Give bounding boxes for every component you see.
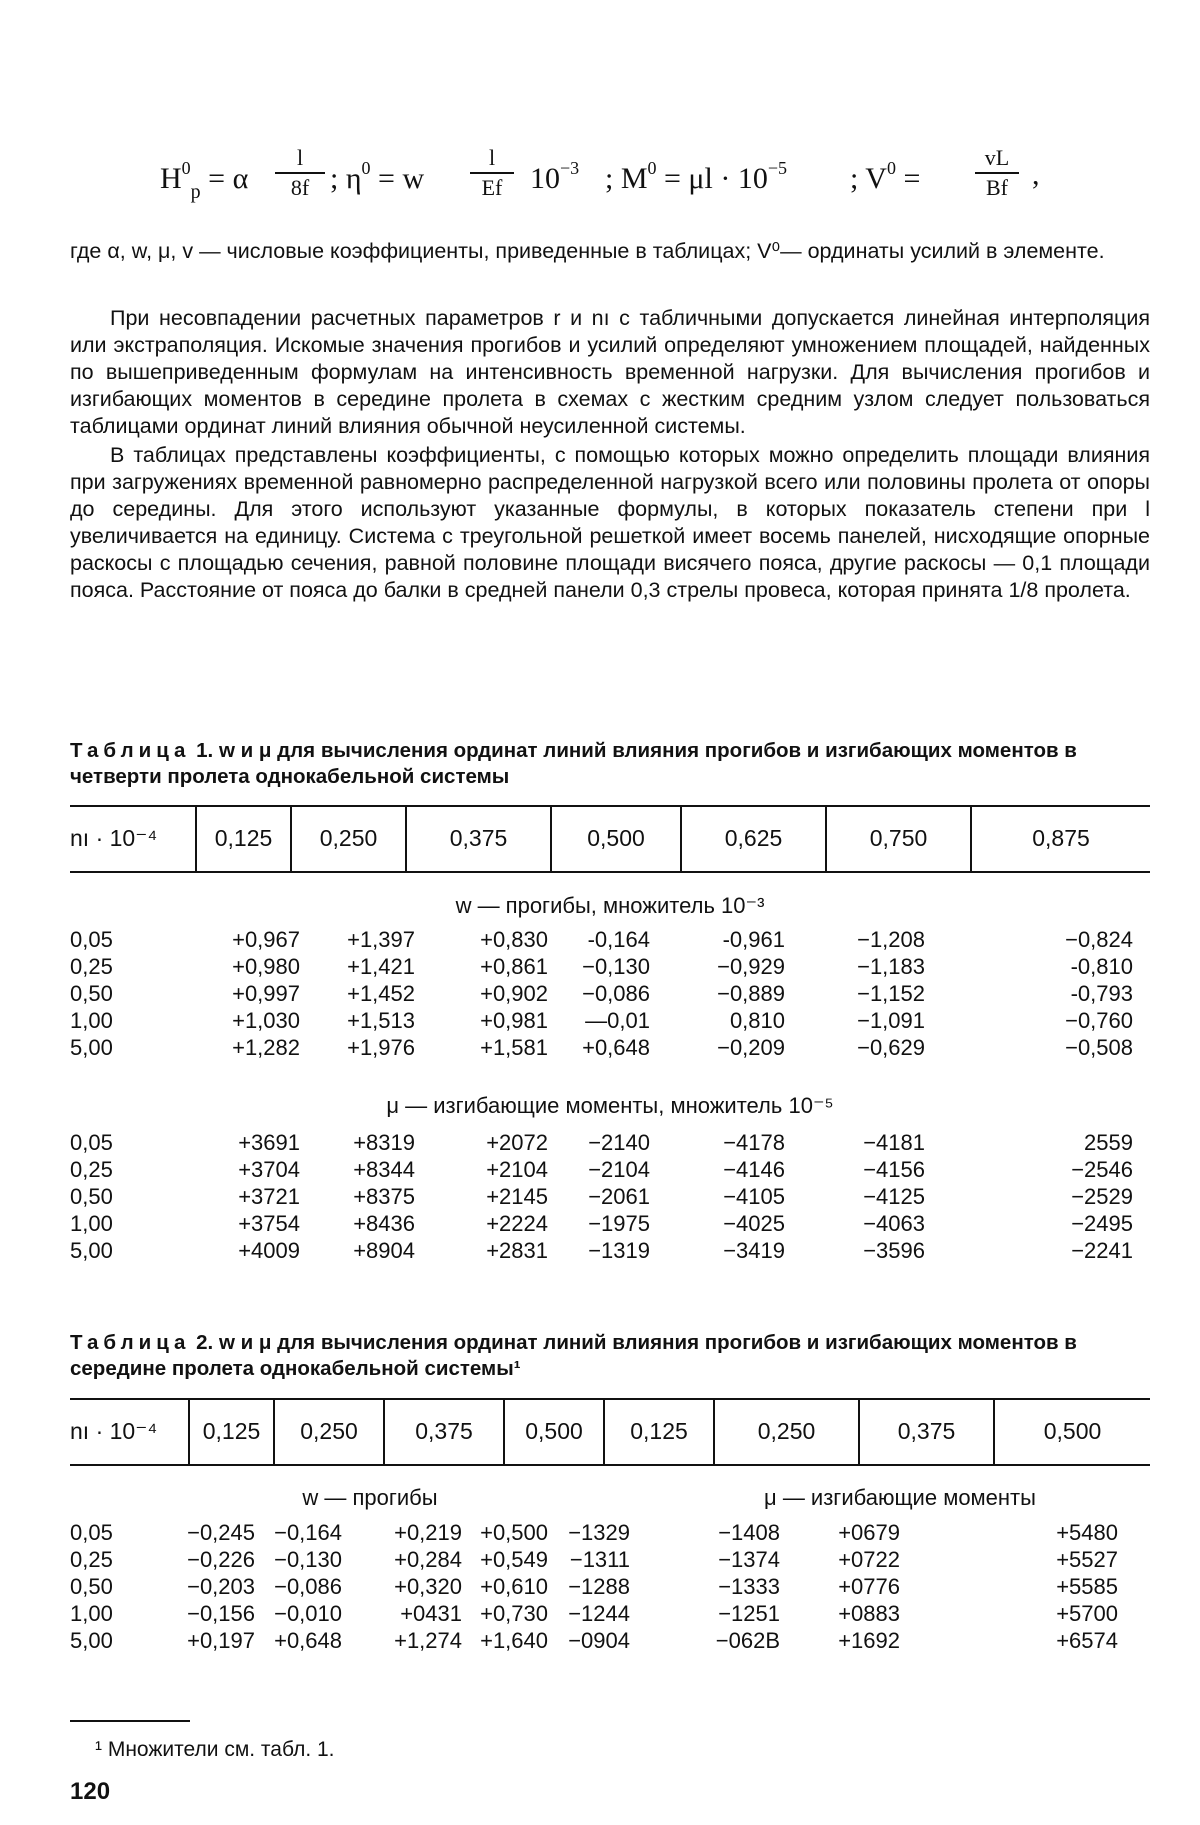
table1-header-cell: 0,500: [550, 807, 680, 871]
table1-caption-word: Таблица: [70, 739, 191, 762]
table1-w-cell: +1,421: [347, 954, 415, 979]
table2-cell: +0883: [838, 1601, 900, 1626]
table1-mu-row: [70, 1238, 1150, 1265]
table2-header: [70, 1398, 1150, 1466]
table1-w-row: [70, 1008, 1150, 1035]
table2-cell: +1,640: [480, 1628, 548, 1653]
table2-cell: +0,284: [394, 1547, 462, 1572]
table1-mu-cell: +4009: [238, 1238, 300, 1263]
table1-w-cell: -0,793: [1070, 981, 1133, 1006]
table2-cell: −1251: [718, 1601, 780, 1626]
table1-mu-cell: −4125: [863, 1184, 925, 1209]
table1-w-row-label: 5,00: [70, 1035, 113, 1060]
table1-mu-cell: +3704: [238, 1157, 300, 1182]
table2-cell: −1408: [718, 1520, 780, 1545]
table1-mu-cell: +2224: [486, 1211, 548, 1236]
table1-w-cell: +0,830: [480, 927, 548, 952]
footnote: ¹ Множители см. табл. 1.: [95, 1738, 335, 1761]
table2-cell: −0,010: [274, 1601, 342, 1626]
table1-w-cell: −1,183: [857, 954, 925, 979]
table2-row: [70, 1547, 1150, 1574]
table2-cell: +1,274: [394, 1628, 462, 1653]
table1-section-w: w — прогибы, множитель 10⁻³: [455, 893, 765, 918]
table2-cell: −0,156: [187, 1601, 255, 1626]
table1-mu-cell: −4025: [723, 1211, 785, 1236]
table2-caption-word: Таблица: [70, 1331, 191, 1354]
table2-header-cell: 0,375: [383, 1400, 503, 1464]
table2-header-label: nı · 10⁻⁴: [70, 1418, 158, 1444]
table1-mu-cell: +8375: [353, 1184, 415, 1209]
table1-w-cell: −1,091: [857, 1008, 925, 1033]
table1-mu-cell: +8904: [353, 1238, 415, 1263]
table1-w-cell: −0,130: [582, 954, 650, 979]
table1-w-row: [70, 927, 1150, 954]
table1-w-cell: +0,980: [232, 954, 300, 979]
formula-m: ; $M^0 = \mu l \cdot 10^{-5}$: [605, 158, 787, 195]
table2-cell: −0904: [568, 1628, 630, 1653]
formula-h-fraction: l 8f: [275, 146, 325, 200]
table1-mu-cell: −4105: [723, 1184, 785, 1209]
formula-end: ,: [1032, 158, 1040, 191]
table2-row-label: 0,50: [70, 1574, 113, 1599]
table1-header-cell: 0,125: [195, 807, 290, 871]
table1-w-row: [70, 954, 1150, 981]
table2-cell: +0,500: [480, 1520, 548, 1545]
table1-header-cell: 0,250: [290, 807, 405, 871]
table1-mu-cell: +2072: [486, 1130, 548, 1155]
table2-cell: +1692: [838, 1628, 900, 1653]
table1-mu-cell: +3691: [238, 1130, 300, 1155]
table2-cell: −0,226: [187, 1547, 255, 1572]
table1-mu-cell: −3419: [723, 1238, 785, 1263]
table2-cell: +5480: [1056, 1520, 1118, 1545]
table2-header-cell: 0,250: [273, 1400, 383, 1464]
table1-w-row-label: 1,00: [70, 1008, 113, 1033]
page-number: 120: [70, 1778, 111, 1805]
table1-w-row: [70, 981, 1150, 1008]
table1-mu-cell: 2559: [1084, 1130, 1133, 1155]
table2-cell: +5700: [1056, 1601, 1118, 1626]
table2-header-cell: 0,500: [993, 1400, 1150, 1464]
table2-row: [70, 1574, 1150, 1601]
footnote-rule: [70, 1720, 190, 1722]
formula-eta: ; $\eta^0 = w$: [330, 158, 425, 195]
table1-w-cell: +0,648: [582, 1035, 650, 1060]
table1-mu-cell: +3754: [238, 1211, 300, 1236]
table1-w-cell: +0,861: [480, 954, 548, 979]
body-text: [70, 305, 1150, 604]
table1-mu-row: [70, 1211, 1150, 1238]
table1-header-cell: 0,375: [405, 807, 550, 871]
table1-mu-cell: −1975: [588, 1211, 650, 1236]
table1-w-cell: −0,209: [717, 1035, 785, 1060]
table2-cell: +0,648: [274, 1628, 342, 1653]
table1-mu-cell: −4156: [863, 1157, 925, 1182]
table1-w-cell: -0,810: [1070, 954, 1133, 979]
table1-mu-row-label: 0,05: [70, 1130, 113, 1155]
table1-w-cell: +1,397: [347, 927, 415, 952]
table1-w-cell: −0,824: [1065, 927, 1133, 952]
table1-w-cell: +0,997: [232, 981, 300, 1006]
table1-w-cell: +1,452: [347, 981, 415, 1006]
table2-cell: −0,245: [187, 1520, 255, 1545]
table1-mu-cell: −4181: [863, 1130, 925, 1155]
table1-header-label: nı · 10⁻⁴: [70, 825, 158, 851]
table1-w-row-label: 0,50: [70, 981, 113, 1006]
table1-mu-cell: +3721: [238, 1184, 300, 1209]
table1-w-cell: −0,629: [857, 1035, 925, 1060]
paragraph-1: При несовпадении расчетных параметров r и nı с табличными допускается линейная интерполяция или экстраполяция. Искомые значения прогибов и усилий определяют умножением площадей, найденных по вышеприведенным формулам на интенсивность временной нагрузки. Для вычисления прогибов и изгибающих моментов в середине пролета в схемах с жестким средним узлом следует пользоваться таблицами ординат линий влияния обычной неусиленной системы.: [70, 306, 1150, 438]
table2-cell: +5527: [1056, 1547, 1118, 1572]
table2-cell: −1311: [569, 1547, 630, 1572]
table2-header-cell: 0,125: [603, 1400, 713, 1464]
table2-section-w: w — прогибы: [302, 1485, 438, 1510]
table1-mu-cell: +2831: [486, 1238, 548, 1263]
table2-cell: −0,203: [187, 1574, 255, 1599]
table2-row-label: 0,25: [70, 1547, 113, 1572]
table1-mu-cell: +2104: [486, 1157, 548, 1182]
table1-mu-row: [70, 1157, 1150, 1184]
table1-w-cell: −0,929: [717, 954, 785, 979]
table2-cell: −062B: [715, 1628, 780, 1653]
formula-eta-fraction: l Ef: [470, 146, 514, 200]
table1-w-cell: -0,164: [587, 927, 650, 952]
table2-cell: −1333: [718, 1574, 780, 1599]
table1-w-row-label: 0,05: [70, 927, 113, 952]
table2-row: [70, 1520, 1150, 1547]
table1-w-cell: −1,208: [857, 927, 925, 952]
table1-mu-cell: +8436: [353, 1211, 415, 1236]
table2-header-cell: 0,375: [858, 1400, 993, 1464]
table1-w-cell: −0,760: [1065, 1008, 1133, 1033]
table1-mu-cell: −4146: [723, 1157, 785, 1182]
table2-cell: −1244: [568, 1601, 630, 1626]
table1-mu-cell: +8319: [353, 1130, 415, 1155]
table1-mu-cell: −2104: [588, 1157, 650, 1182]
table1-w-cell: -0,961: [722, 927, 785, 952]
table2-cell: +0,197: [187, 1628, 255, 1653]
table2-cell: +0679: [838, 1520, 900, 1545]
table1-w-cell: +1,581: [480, 1035, 548, 1060]
table1-header-cell: 0,750: [825, 807, 970, 871]
table1-mu-cell: −2061: [588, 1184, 650, 1209]
table2-row: [70, 1628, 1150, 1655]
table2-cell: −1329: [568, 1520, 630, 1545]
table1-mu-row: [70, 1130, 1150, 1157]
table1-w-cell: +1,976: [347, 1035, 415, 1060]
table2-row-label: 0,05: [70, 1520, 113, 1545]
table1-mu-row-label: 0,25: [70, 1157, 113, 1182]
table1-w-cell: +0,981: [480, 1008, 548, 1033]
table1-mu-row: [70, 1184, 1150, 1211]
table2-cell: −1374: [718, 1547, 780, 1572]
table2-cell: −1288: [568, 1574, 630, 1599]
table1-w-cell: −0,086: [582, 981, 650, 1006]
table1-mu-row-label: 0,50: [70, 1184, 113, 1209]
table1-w-row: [70, 1035, 1150, 1062]
formula-line: [160, 140, 1060, 230]
formula-eta-multiplier: $10^{-3}$: [530, 158, 580, 195]
table2-cell: +0,320: [394, 1574, 462, 1599]
table2-cell: +0,549: [480, 1547, 548, 1572]
table2-header-cell: 0,500: [503, 1400, 603, 1464]
table2-cell: +0776: [838, 1574, 900, 1599]
table2-row: [70, 1601, 1150, 1628]
formula-h: $H^0_p = \alpha$: [160, 158, 249, 203]
table1-mu-cell: +8344: [353, 1157, 415, 1182]
table1-w-cell: −1,152: [857, 981, 925, 1006]
table2-cell: −0,130: [274, 1547, 342, 1572]
table1-mu-cell: −2529: [1071, 1184, 1133, 1209]
table1-mu-cell: −3596: [863, 1238, 925, 1263]
table1-header-cell: 0,625: [680, 807, 825, 871]
table1-w-cell: 0,810: [729, 1008, 785, 1033]
table1-mu-row-label: 5,00: [70, 1238, 113, 1263]
formula-v-fraction: vL Bf: [975, 146, 1019, 200]
table2-caption-text: 2. w и μ для вычисления ординат линий влияния прогибов и изгибающих моментов в середине пролета однокабельной системы¹: [70, 1331, 1077, 1380]
where-text: где α, w, μ, v — числовые коэффициенты, приведенные в таблицах; V⁰— ординаты усилий в элементе.: [70, 239, 1105, 263]
table2-cell: +6574: [1056, 1628, 1118, 1653]
table2-header-cell: 0,250: [713, 1400, 858, 1464]
table2-cell: +0431: [400, 1601, 462, 1626]
table1-w-cell: —0,01: [585, 1008, 650, 1033]
table2-header-cell: 0,125: [188, 1400, 273, 1464]
table2-cell: +0,610: [480, 1574, 548, 1599]
table1-mu-cell: −4178: [723, 1130, 785, 1155]
table1-w-cell: −0,889: [717, 981, 785, 1006]
table1-w-cell: +1,030: [232, 1008, 300, 1033]
table2-cell: +0722: [838, 1547, 900, 1572]
table2-cell: +5585: [1056, 1574, 1118, 1599]
where-paragraph: [70, 238, 1150, 265]
table1-mu-row-label: 1,00: [70, 1211, 113, 1236]
table1-mu-cell: −2140: [588, 1130, 650, 1155]
table1-caption: [70, 738, 1150, 790]
table2-section-mu: μ — изгибающие моменты: [764, 1485, 1036, 1510]
table1-w-cell: +1,282: [232, 1035, 300, 1060]
table2-row-label: 1,00: [70, 1601, 113, 1626]
table1-header: [70, 805, 1150, 873]
formula-v: ; $V^0$ =: [850, 158, 921, 195]
table2-cell: −0,086: [274, 1574, 342, 1599]
table1-mu-cell: +2145: [486, 1184, 548, 1209]
table1-mu-cell: −4063: [863, 1211, 925, 1236]
table1-w-cell: +0,967: [232, 927, 300, 952]
table1-w-cell: +0,902: [480, 981, 548, 1006]
paragraph-2: В таблицах представлены коэффициенты, с помощью которых можно определить площади влияния при загружениях временной равномерно распределенной нагрузкой всего или половины пролета от опоры до середины. Для этого используют указанные формулы, в которых показатель степени при l увеличивается на единицу. Система с треугольной решеткой имеет восемь панелей, нисходящие опорные раскосы с площадью сечения, равной половине площади висячего пояса, другие раскосы — 0,1 площади пояса. Расстояние от пояса до балки в средней панели 0,3 стрелы провеса, которая принята 1/8 пролета.: [70, 443, 1150, 602]
table1-mu-cell: −2241: [1071, 1238, 1133, 1263]
table2-cell: +0,730: [480, 1601, 548, 1626]
table2-cell: +0,219: [394, 1520, 462, 1545]
table2-row-label: 5,00: [70, 1628, 113, 1653]
table1-w-cell: −0,508: [1065, 1035, 1133, 1060]
table1-caption-text: 1. w и μ для вычисления ординат линий влияния прогибов и изгибающих моментов в четверти пролета однокабельной системы: [70, 739, 1077, 788]
table1-w-row-label: 0,25: [70, 954, 113, 979]
table1-mu-cell: −2495: [1071, 1211, 1133, 1236]
table1-mu-cell: −2546: [1071, 1157, 1133, 1182]
table1-mu-cell: −1319: [588, 1238, 650, 1263]
table1-w-cell: +1,513: [347, 1008, 415, 1033]
table2-caption: [70, 1330, 1150, 1382]
table1-header-cell: 0,875: [970, 807, 1150, 871]
table1-section-mu: μ — изгибающие моменты, множитель 10⁻⁵: [386, 1093, 834, 1118]
table2-cell: −0,164: [274, 1520, 342, 1545]
